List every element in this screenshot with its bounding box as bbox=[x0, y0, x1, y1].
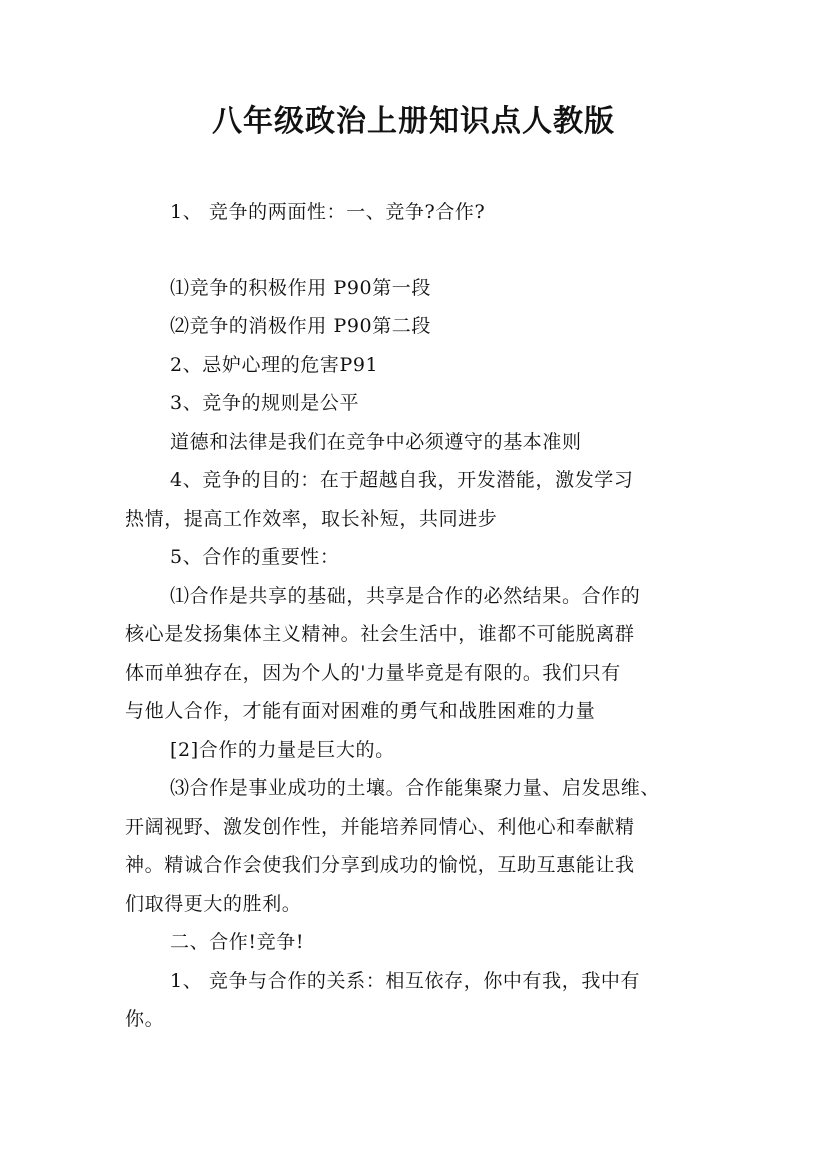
paragraph-line: 与他人合作，才能有面对困难的勇气和战胜困难的力量 bbox=[125, 700, 596, 722]
paragraph-line: ⑵竞争的消极作用 P90第二段 bbox=[170, 315, 432, 337]
paragraph-line: ⑶合作是事业成功的土壤。合作能集聚力量、启发思维、 bbox=[170, 777, 661, 799]
paragraph-line: [2]合作的力量是巨大的。 bbox=[170, 739, 395, 761]
paragraph-line: 热情，提高工作效率，取长补短，共同进步 bbox=[125, 508, 498, 530]
paragraph-line: 神。精诚合作会使我们分享到成功的愉悦，互助互惠能让我 bbox=[125, 854, 635, 876]
paragraph-line: 5、合作的重要性： bbox=[170, 546, 340, 568]
paragraph-line: 道德和法律是我们在竞争中必须遵守的基本准则 bbox=[170, 431, 582, 453]
paragraph-line: 核心是发扬集体主义精神。社会生活中，谁都不可能脱离群 bbox=[125, 623, 635, 645]
paragraph-line: 2、忌妒心理的危害P91 bbox=[170, 354, 379, 376]
paragraph-line: 二、合作!竞争! bbox=[170, 931, 305, 953]
document-title: 八年级政治上册知识点人教版 bbox=[212, 104, 615, 139]
paragraph-line: 开阔视野、激发创作性，并能培养同情心、利他心和奉献精 bbox=[125, 816, 635, 838]
paragraph-line: ⑴合作是共享的基础，共享是合作的必然结果。合作的 bbox=[170, 585, 641, 607]
paragraph-line: 3、竞争的规则是公平 bbox=[170, 392, 360, 414]
paragraph-line: 1、 竞争的两面性：一、竞争?合作? bbox=[170, 201, 486, 223]
paragraph-line: 体而单独存在，因为个人的'力量毕竟是有限的。我们只有 bbox=[125, 662, 621, 684]
paragraph-line: 1、 竞争与合作的关系：相互依存，你中有我，我中有 bbox=[170, 970, 641, 992]
paragraph-line: 你。 bbox=[125, 1008, 165, 1030]
paragraph-line: 4、竞争的目的：在于超越自我，开发潜能，激发学习 bbox=[170, 469, 634, 491]
paragraph-line: 们取得更大的胜利。 bbox=[125, 893, 302, 915]
paragraph-line: ⑴竞争的积极作用 P90第一段 bbox=[170, 277, 432, 299]
